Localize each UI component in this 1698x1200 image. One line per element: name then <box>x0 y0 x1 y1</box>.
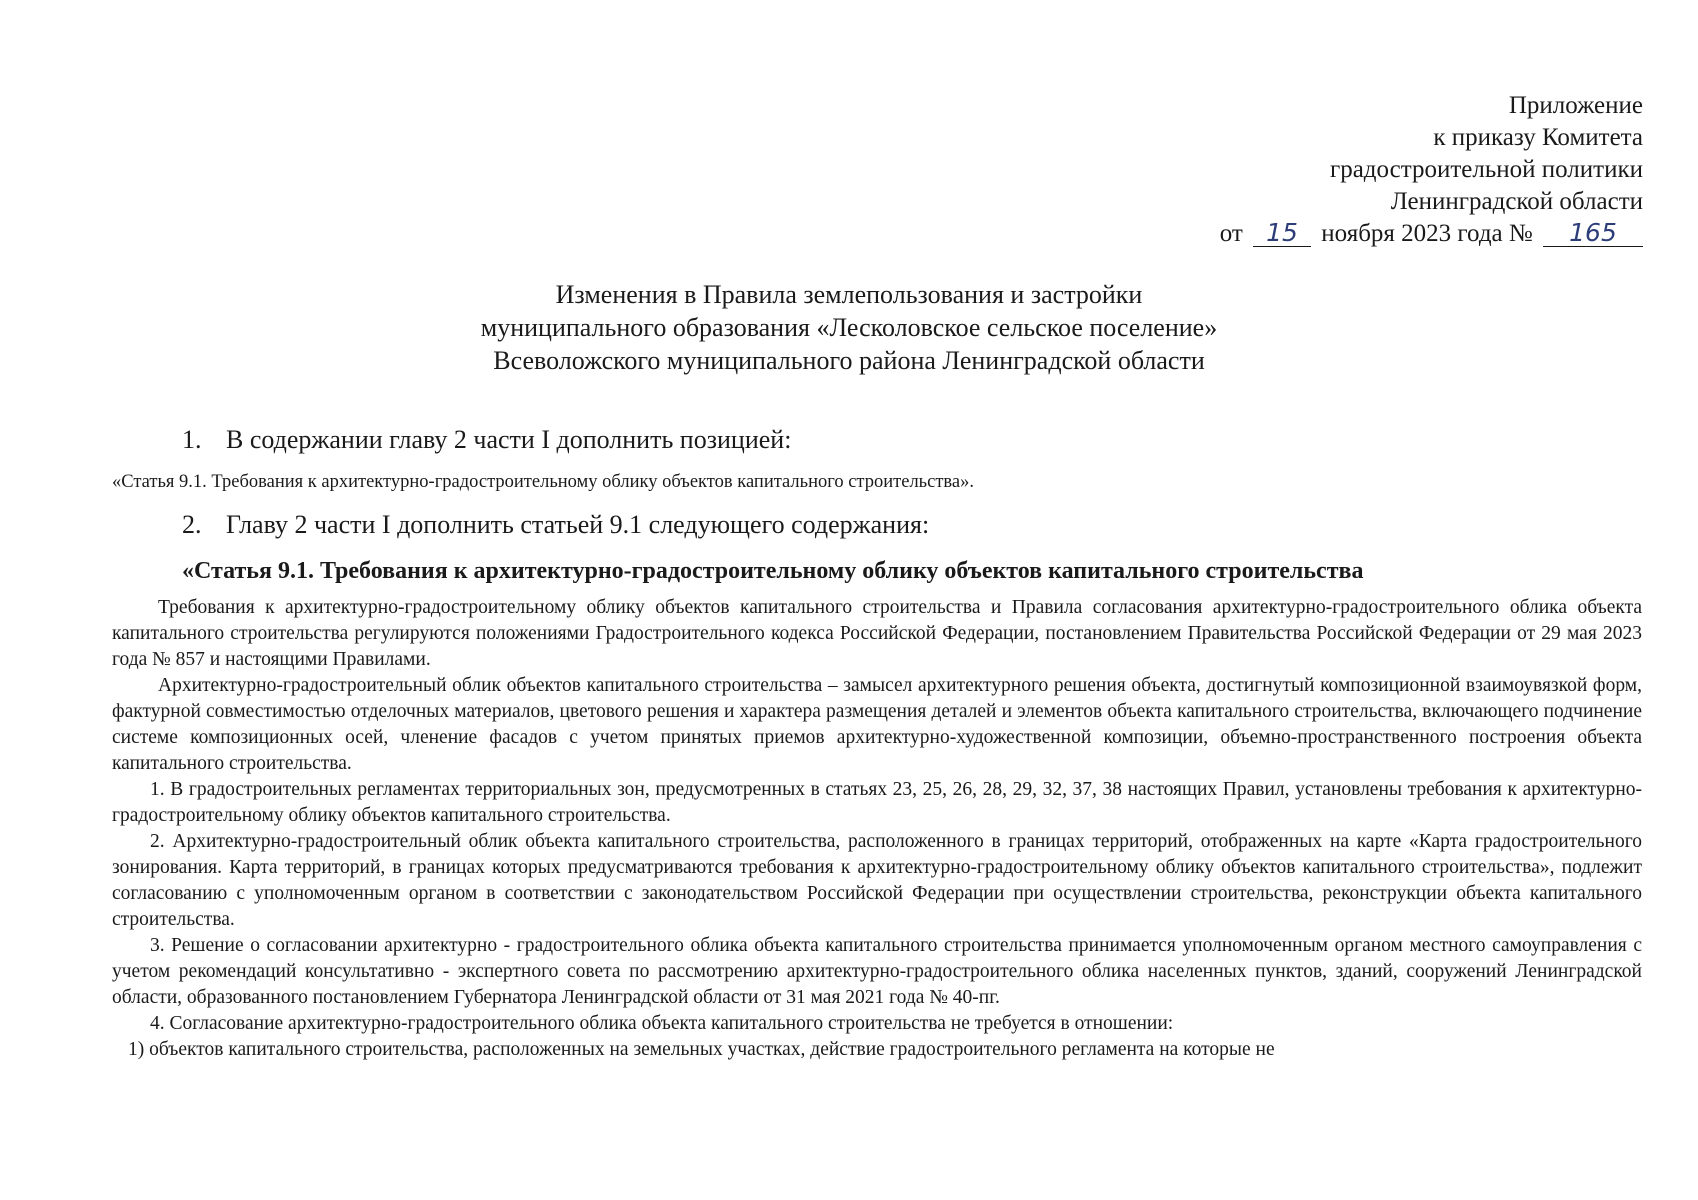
appendix-line-2: к приказу Комитета <box>1433 124 1643 151</box>
title-line-1: Изменения в Правила землепользования и застройки <box>555 280 1143 309</box>
article-body <box>112 595 1642 1063</box>
title-line-3: Всеволожского муниципального района Ленинградской области <box>493 346 1205 375</box>
numbered-paragraph: 4. Согласование архитектурно-градостроительного облика объекта капитального строительства не требуется в отношении: <box>150 1013 1174 1034</box>
document-title <box>0 278 1698 377</box>
date-prefix: от <box>1219 220 1243 247</box>
amendment-item-2 <box>182 509 929 541</box>
inserted-contents-line: «Статья 9.1. Требования к архитектурно-градостроительному облику объектов капитального строительства». <box>112 472 974 492</box>
appendix-header <box>1220 90 1643 250</box>
amendment-item-1 <box>182 424 791 456</box>
paragraph: Архитектурно-градостроительный облик объектов капитального строительства – замысел архитектурного решения объекта, достигнутый композиционной взаимоувязкой форм, фактурной совместимостью отделочных материалов, цветового решения и характера размещения деталей и элементов объекта капитального строительства, включающего подчинение системе композиционных осей, членение фасадов с учетом принятых приемов архитектурно-художественной композиции, объемно-пространственного построения объекта капитального строительства. <box>112 675 1642 774</box>
handwritten-day: 15 <box>1253 220 1311 247</box>
appendix-date-line <box>1220 218 1643 250</box>
date-middle: ноября 2023 года № <box>1321 220 1533 247</box>
appendix-line-1: Приложение <box>1508 92 1643 119</box>
item-text: Главу 2 части I дополнить статьей 9.1 следующего содержания: <box>226 510 930 539</box>
item-number: 1. <box>182 425 202 454</box>
item-text: В содержании главу 2 части I дополнить позицией: <box>226 425 792 454</box>
list-item: 1) объектов капитального строительства, расположенных на земельных участках, действие градостроительного регламента на которые не <box>128 1039 1275 1060</box>
appendix-line-3: градостроительной политики <box>1329 156 1643 183</box>
appendix-line-4: Ленинградской области <box>1390 188 1643 215</box>
article-heading: «Статья 9.1. Требования к архитектурно-градостроительному облику объектов капитального строительства <box>182 558 1364 584</box>
handwritten-order-number: 165 <box>1543 220 1643 247</box>
item-number: 2. <box>182 510 202 539</box>
numbered-paragraph: 1. В градостроительных регламентах территориальных зон, предусмотренных в статьях 23, 25, 26, 28, 29, 32, 37, 38 настоящих Правил, установлены требования к архитектурно-градостроительному облику объектов капитального строительства. <box>112 779 1642 826</box>
title-line-2: муниципального образования «Лесколовское сельское поселение» <box>480 313 1218 342</box>
numbered-paragraph: 2. Архитектурно-градостроительный облик объекта капитального строительства, расположенного в границах территорий, отображенных на карте «Карта градостроительного зонирования. Карта территорий, в границах которых предусматриваются требования к архитектурно-градостроительному облику объектов капитального строительства», подлежит согласованию с уполномоченным органом в соответствии с законодательством Российской Федерации при осуществлении строительства, реконструкции объекта капитального строительства. <box>112 831 1642 930</box>
numbered-paragraph: 3. Решение о согласовании архитектурно - градостроительного облика объекта капитального строительства принимается уполномоченным органом местного самоуправления с учетом рекомендаций консультативно - экспертного совета по рассмотрению архитектурно-градостроительного облика населенных пунктов, зданий, сооружений Ленинградской области, образованного постановлением Губернатора Ленинградской области от 31 мая 2021 года № 40-пг. <box>112 935 1642 1008</box>
paragraph: Требования к архитектурно-градостроительному облику объектов капитального строительства и Правила согласования архитектурно-градостроительного облика объекта капитального строительства регулируются положениями Градостроительного кодекса Российской Федерации, постановлением Правительства Российской Федерации от 29 мая 2023 года № 857 и настоящими Правилами. <box>112 597 1642 670</box>
